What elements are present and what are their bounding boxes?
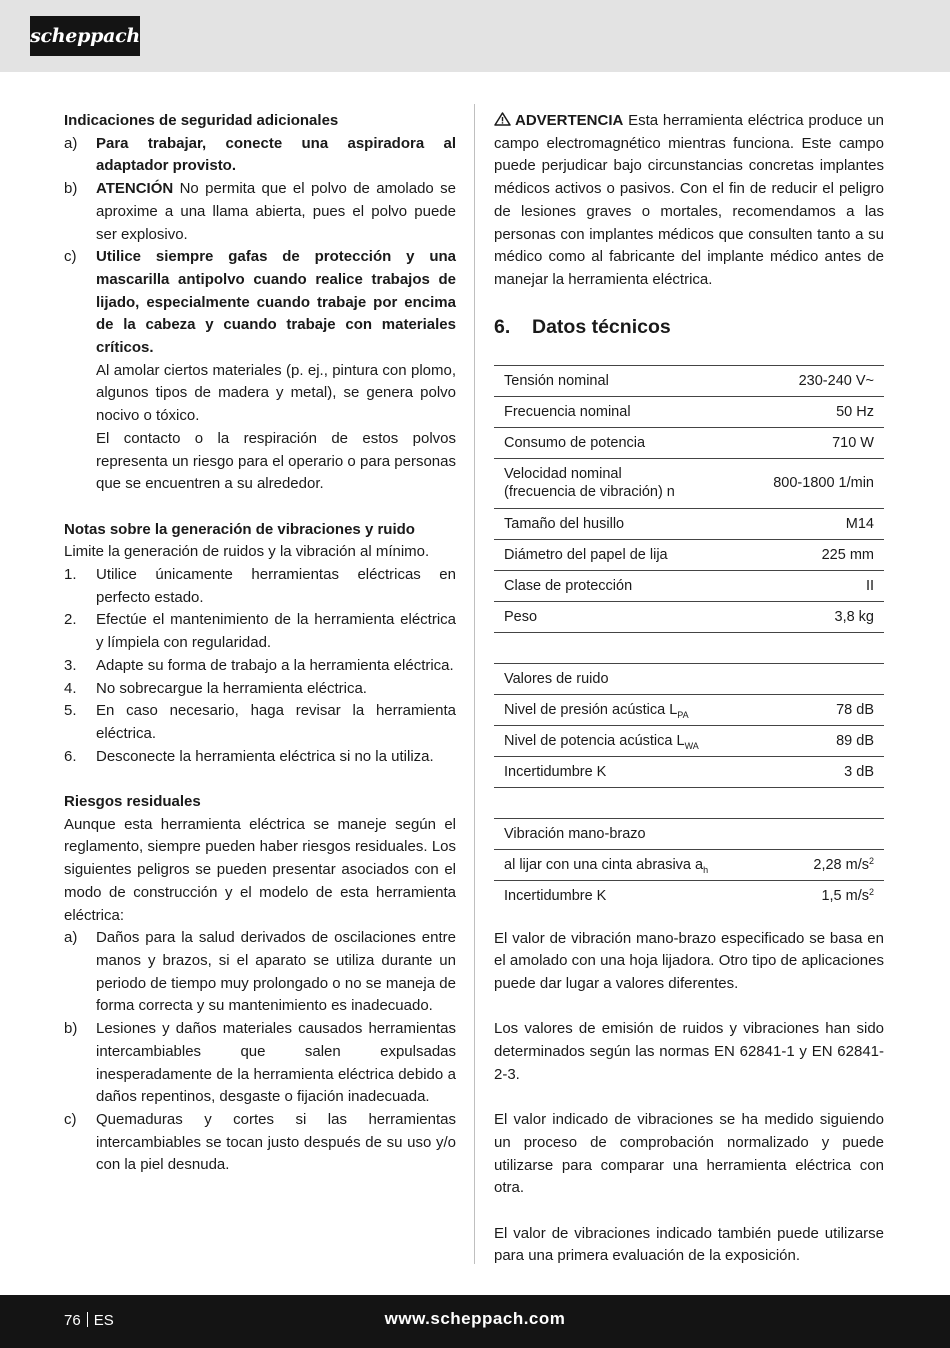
- row-label-text: Nivel de presión acústica L: [504, 701, 678, 718]
- row-value-text: 1,5 m/s: [821, 888, 869, 905]
- table-row: [494, 428, 884, 459]
- list-item: [64, 1018, 456, 1109]
- row-label: Incertidumbre K: [504, 763, 607, 780]
- paragraph: El valor de vibraciones indicado también puede utilizarse para una primera evaluación de la exposición.: [494, 1224, 884, 1265]
- row-label-block: [504, 465, 675, 501]
- left-column: [64, 110, 456, 1177]
- paragraph: El valor de vibración mano-brazo especificado se basa en el amolado con una hoja lijadora. Otro tipo de aplicaciones puede dar lugar a valores diferentes.: [494, 929, 884, 993]
- brand-logo: scheppach: [30, 16, 140, 56]
- list-item-text: Quemaduras y cortes si las herramientas intercambiables se tocan justo después de su uso y/o con la piel desnuda.: [96, 1110, 456, 1174]
- table-row: [494, 571, 884, 602]
- list-item-text: No permita que el polvo de amolado se aproxime a una llama abierta, pues el polvo puede ser explosivo.: [96, 180, 456, 243]
- row-value: 50 Hz: [836, 403, 874, 420]
- list-marker: 4.: [64, 679, 77, 697]
- list-marker: 3.: [64, 656, 77, 674]
- list-item-text: En caso necesario, haga revisar la herramienta eléctrica.: [96, 702, 456, 742]
- list-item-text: Desconecte la herramienta eléctrica si no la utiliza.: [96, 747, 434, 765]
- warning-label: ADVERTENCIA: [515, 112, 624, 129]
- list-marker: 5.: [64, 702, 77, 720]
- table-row: [494, 726, 884, 757]
- row-label: Incertidumbre K: [504, 888, 607, 905]
- list-item: [64, 1109, 456, 1177]
- table-row: [494, 695, 884, 726]
- list-item-text: Adapte su forma de trabajo a la herramienta eléctrica.: [96, 656, 454, 674]
- paragraph: Aunque esta herramienta eléctrica se maneje según el reglamento, siempre pueden haber riesgos residuales. Los siguientes peligros se pueden presentar asociados con el modo de construcción y el modelo de esta herramienta eléctrica:: [64, 815, 456, 924]
- list-item-text: Daños para la salud derivados de oscilaciones entre manos y brazos, si el aparato se utiliza durante un periodo de tiempo muy prolongado o no se maneja de forma correcta y su mantenimiento es inadecuado.: [96, 929, 456, 1015]
- row-label: Velocidad nominal: [504, 466, 622, 483]
- list-marker: 2.: [64, 611, 77, 629]
- noise-values-table: [494, 663, 884, 788]
- row-value: II: [865, 577, 874, 594]
- list-item: [64, 609, 456, 654]
- row-label: Diámetro del papel de lija: [504, 546, 668, 563]
- paragraph: Los valores de emisión de ruidos y vibraciones han sido determinados según las normas EN 62841-1 y EN 62841-2-3.: [494, 1020, 884, 1083]
- row-value: 3 dB: [844, 763, 874, 780]
- section-title: [494, 312, 884, 342]
- section-heading-vibration: Notas sobre la generación de vibraciones y ruido: [64, 520, 415, 538]
- row-label-subscript: WA: [684, 740, 699, 751]
- table-row: [494, 509, 884, 540]
- list-item: [64, 178, 456, 246]
- list-marker: c): [64, 248, 77, 266]
- row-value: 225 mm: [821, 546, 874, 563]
- row-label: [504, 732, 699, 750]
- list-item: [64, 246, 456, 496]
- website-url: www.scheppach.com: [384, 1309, 566, 1328]
- paragraph: Limite la generación de ruidos y la vibración al mínimo.: [64, 543, 430, 561]
- list-item-text: El contacto o la respiración de estos polvos representa un riesgo para el operario o para personas que se encuentren a su alrededor.: [96, 429, 456, 493]
- column-divider: [474, 104, 475, 1264]
- list-item-text: No sobrecargue la herramienta eléctrica.: [96, 679, 367, 697]
- warning-text: Esta herramienta eléctrica produce un campo electromagnético mientras funciona. Este campo puede perjudicar bajo circunstancias concretas implantes médicos activos o pasivos. Con el fin de reducir el peligro de lesiones graves o mortales, recomendamos a las personas con implantes médicos que consulten tanto a su médico como al fabricante del implante médico antes de manejar la herramienta eléctrica.: [494, 112, 884, 288]
- vibration-values-table: [494, 818, 884, 912]
- table-title: Vibración mano-brazo: [504, 825, 646, 842]
- row-value: 800-1800 1/min: [773, 475, 874, 492]
- section-heading-safety: Indicaciones de seguridad adicionales: [64, 112, 339, 129]
- list-item: [64, 655, 456, 678]
- row-value: [821, 887, 874, 905]
- page-header: [0, 0, 950, 72]
- row-label: (frecuencia de vibración) n: [504, 484, 675, 501]
- table-row: [494, 602, 884, 633]
- row-label: Peso: [504, 608, 538, 625]
- list-item-bold-text: Utilice siempre gafas de protección y una mascarilla antipolvo cuando realice trabajos de lijado, especialmente cuando trabaje por encima de la cabeza y cuando trabaje con materiales críticos.: [96, 248, 456, 357]
- list-marker: 6.: [64, 747, 77, 765]
- row-label-subscript: PA: [677, 709, 689, 720]
- table-row: [494, 540, 884, 571]
- table-title: Valores de ruido: [504, 670, 609, 687]
- table-row: [494, 366, 884, 397]
- list-item-bold-text: ATENCIÓN: [96, 180, 174, 198]
- paragraph: El valor indicado de vibraciones se ha medido siguiendo un proceso de comprobación normalizado y puede utilizarse para comparar una herramienta eléctrica con otra.: [494, 1111, 884, 1197]
- tech-data-table: [494, 365, 884, 633]
- row-label: Tamaño del husillo: [504, 515, 625, 532]
- table-header-row: [494, 664, 884, 695]
- row-value-superscript: 2: [868, 855, 874, 866]
- table-row: [494, 757, 884, 788]
- page-number-value: 76: [64, 1312, 81, 1329]
- list-item: [64, 678, 456, 701]
- row-label-text: Nivel de potencia acústica L: [504, 732, 685, 749]
- list-marker: b): [64, 180, 78, 198]
- list-marker: a): [64, 929, 78, 947]
- list-item-text: Utilice únicamente herramientas eléctricas en perfecto estado.: [96, 566, 456, 606]
- list-item-text: Efectúe el mantenimiento de la herramienta eléctrica y límpiela con regularidad.: [96, 611, 456, 652]
- warning-triangle-icon: [494, 111, 511, 125]
- row-value: 710 W: [832, 434, 874, 451]
- row-label: [504, 856, 708, 874]
- list-item-text: Al amolar ciertos materiales (p. ej., pintura con plomo, algunos tipos de madera y metal), se genera polvo nocivo o tóxico.: [96, 361, 456, 425]
- row-label-text: al lijar con una cinta abrasiva a: [504, 856, 704, 873]
- section-number: 6.: [494, 315, 511, 338]
- row-value: 78 dB: [836, 701, 874, 718]
- list-item: [64, 927, 456, 1018]
- row-value: [813, 856, 874, 874]
- table-row: [494, 881, 884, 912]
- row-value-text: 2,28 m/s: [813, 856, 869, 873]
- row-label: Tensión nominal: [504, 372, 609, 389]
- row-label: Clase de protección: [504, 577, 633, 594]
- row-value: 230-240 V~: [798, 372, 874, 389]
- right-column: [494, 110, 884, 1268]
- table-row: [494, 850, 884, 881]
- list-item: [64, 564, 456, 609]
- row-value: 3,8 kg: [834, 608, 874, 625]
- row-label-subscript: h: [703, 864, 709, 875]
- list-marker: c): [64, 1110, 77, 1128]
- list-item: [64, 133, 456, 178]
- table-row: [494, 459, 884, 509]
- row-label: Frecuencia nominal: [504, 403, 631, 420]
- list-marker: b): [64, 1020, 78, 1038]
- row-value-superscript: 2: [868, 887, 874, 898]
- table-header-row: [494, 819, 884, 850]
- list-item-text: Lesiones y daños materiales causados herramientas intercambiables que salen expulsadas inesperadamente de la herramienta eléctrica debido a daños repentinos, desgaste o fijación inadecuada.: [96, 1020, 456, 1106]
- list-marker: a): [64, 134, 78, 152]
- list-item-bold-text: Para trabajar, conecte una aspiradora al adaptador provisto.: [96, 134, 456, 175]
- row-label: [504, 701, 689, 719]
- row-value: M14: [845, 515, 874, 532]
- warning-paragraph: [494, 110, 884, 292]
- list-item: [64, 700, 456, 745]
- list-marker: 1.: [64, 566, 77, 584]
- row-label: Consumo de potencia: [504, 434, 646, 451]
- language-code: ES: [93, 1312, 114, 1329]
- section-title-text: Datos técnicos: [532, 315, 671, 338]
- list-item: [64, 746, 456, 769]
- row-value: 89 dB: [836, 732, 874, 749]
- page-footer: [0, 1295, 950, 1348]
- table-row: [494, 397, 884, 428]
- section-heading-residual-risks: Riesgos residuales: [64, 793, 201, 811]
